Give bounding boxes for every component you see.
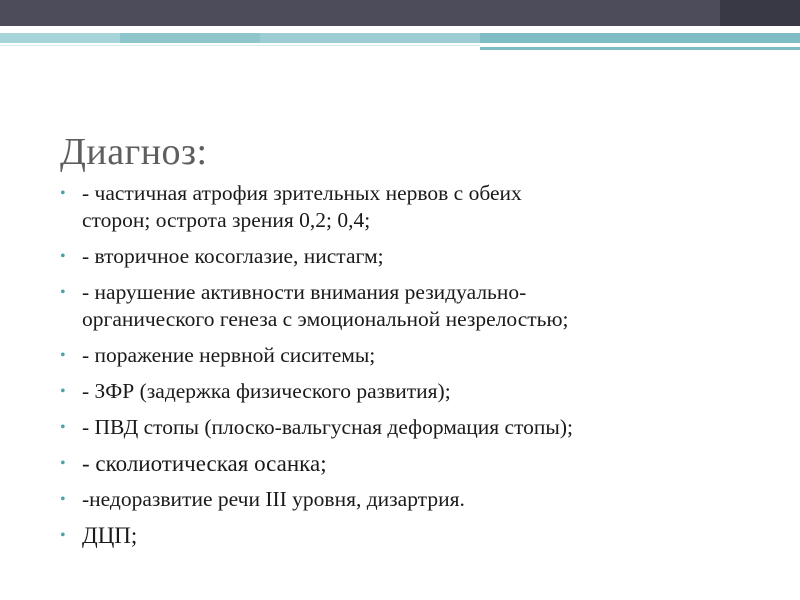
diagnosis-list — [60, 180, 760, 549]
list-item — [60, 486, 760, 513]
item-text: ДЦП; — [82, 523, 138, 548]
band-segment — [260, 33, 480, 43]
list-item — [60, 522, 760, 549]
list-item — [60, 180, 760, 234]
bullet-icon: • — [60, 185, 66, 202]
item-text: - ПВД стопы (плоско-вальгусная деформация стопы); — [82, 415, 574, 439]
top-decor-corner — [720, 0, 800, 26]
bullet-icon: • — [60, 383, 66, 400]
item-text-cont: сторон; острота зрения 0,2; 0,4; — [82, 208, 371, 232]
bullet-icon: • — [60, 248, 66, 265]
item-text-cont: органического генеза с эмоциональной незрелостью; — [82, 307, 569, 331]
list-item — [60, 378, 760, 405]
decor-line — [480, 47, 800, 50]
teal-decor-band — [0, 33, 800, 43]
list-item — [60, 279, 760, 333]
item-text: - вторичное косоглазие, нистагм; — [82, 244, 384, 268]
item-text: - нарушение активности внимания резидуально- — [82, 280, 527, 304]
list-item — [60, 243, 760, 270]
item-text: - ЗФР (задержка физического развития); — [82, 379, 451, 403]
list-item — [60, 414, 760, 441]
bullet-icon: • — [60, 491, 66, 508]
item-text: - поражение нервной сиситемы; — [82, 343, 376, 367]
list-item — [60, 450, 760, 477]
bullet-icon: • — [60, 419, 66, 436]
top-decor-bar — [0, 0, 800, 26]
bullet-icon: • — [60, 284, 66, 301]
band-segment — [120, 33, 260, 43]
band-segment — [480, 33, 800, 43]
list-item — [60, 342, 760, 369]
bullet-icon: • — [60, 347, 66, 364]
item-text: -недоразвитие речи III уровня, дизартрия. — [82, 487, 465, 511]
bullet-icon: • — [60, 455, 66, 472]
slide-title: Диагноз: — [60, 131, 208, 173]
item-text: - частичная атрофия зрительных нервов с обеих — [82, 181, 522, 205]
item-text: - сколиотическая осанка; — [82, 451, 327, 476]
decor-line — [0, 45, 480, 46]
bullet-icon: • — [60, 527, 66, 544]
